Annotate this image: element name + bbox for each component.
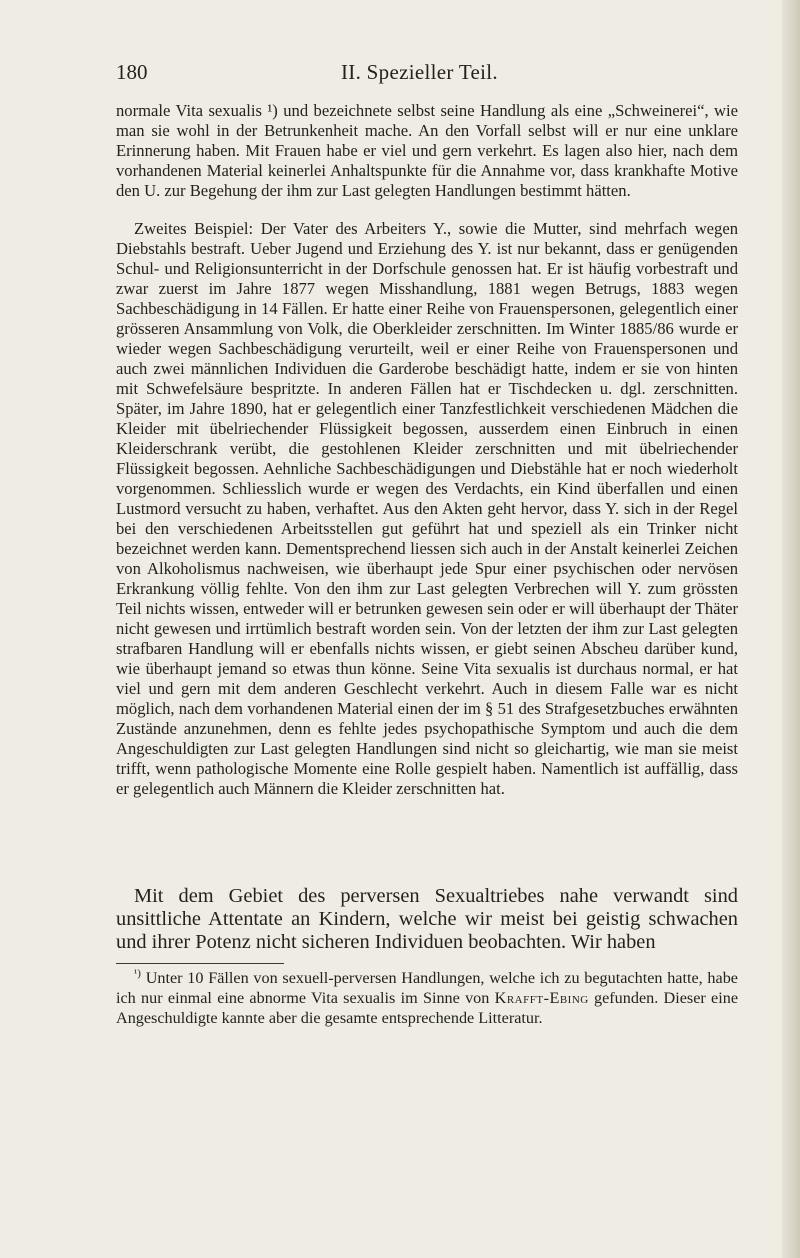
footnote [116, 968, 738, 1028]
paragraph-1: normale Vita sexualis ¹) und bezeichnete selbst seine Handlung als eine „Schweinerei“, wie man sie wohl in der Betrunkenheit mache. An den Vorfall selbst will er nur eine unklare Erinnerung haben. Mit Frauen habe er viel und gern verkehrt. Es lagen also hier, nach dem vorhandenen Material keinerlei Anhaltspunkte für die Annahme vor, dass krankhafte Motive den U. zur Begehung der ihm zur Last gelegten Handlungen bestimmt hätten. [116, 101, 738, 200]
footnote-text-before: Unter 10 Fällen von sexuell-perversen Handlungen, welche ich zu begutachten hatte, habe ich nur einmal eine abnorme Vita sexualis im Sinne von [116, 969, 738, 1007]
footnote-marker: ¹) [134, 967, 141, 980]
body-text [116, 101, 738, 799]
running-head: II. Spezieller Teil. [341, 60, 498, 84]
footnote-rule [116, 963, 284, 964]
paragraph-2: Zweites Beispiel: Der Vater des Arbeiters Y., sowie die Mutter, sind mehrfach wegen Diebstahls bestraft. Ueber Jugend und Erziehung des Y. ist nur bekannt, dass er genügenden Schul- und Religionsunterricht in der Dorfschule genossen hat. Er ist häufig vorbestraft und zwar zuerst im Jahre 1877 wegen Misshandlung, 1881 wegen Betrugs, 1883 wegen Sachbeschädigung in 14 Fällen. Er hatte einer Reihe von Frauenspersonen, gelegentlich einer grösseren Ansammlung von Volk, die Oberkleider zerschnitten. Im Winter 1885/86 wurde er wieder wegen Sachbeschädigung verurteilt, weil er einer Reihe von Frauenspersonen und auch zwei männlichen Individuen die Garderobe beschädigt hatte, indem er sie von hinten mit Schwefelsäure bespritzte. In anderen Fällen hat er Tischdecken u. dgl. zerschnitten. Später, im Jahre 1890, hat er gelegentlich einer Tanzfestlichkeit verschiedenen Mädchen die Kleider mit übelriechender Flüssigkeit begossen, ausserdem einen Einbruch in einen Kleiderschrank verübt, die gestohlenen Kleider zerschnitten und mit übelriechender Flüssigkeit begossen. Aehnliche Sachbeschädigungen und Diebstähle hat er noch wiederholt vorgenommen. Schliesslich wurde er wegen des Verdachts, ein Kind überfallen und einen Lustmord versucht zu haben, verhaftet. Aus den Akten geht hervor, dass Y. sich in der Regel bei den verschiedenen Arbeitsstellen gut geführt hat und speziell als ein Trinker nicht bezeichnet werden kann. Dementsprechend liessen sich auch in der Anstalt keinerlei Zeichen von Alkoholismus nachweisen, wie überhaupt jede Spur einer psychischen oder nervösen Erkrankung völlig fehlte. Von den ihm zur Last gelegten Verbrechen will Y. zum grössten Teil nichts wissen, entweder will er betrunken gewesen sein oder er will überhaupt der Thäter nicht gewesen und irrtümlich bestraft worden sein. Von der letzten der ihm zur Last gelegten strafbaren Handlung will er ebenfalls nichts wissen, er giebt seinen Abscheu darüber kund, wie überhaupt jemand so etwas thun könne. Seine Vita sexualis ist durchaus normal, er hat viel und gern mit dem anderen Geschlecht verkehrt. Auch in diesem Falle war es nicht möglich, nach dem vorhandenen Material einen der im § 51 des Strafgesetzbuches erwähnten Zustände anzunehmen, denn es fehlte jedes psychopathische Symptom und auch die dem Angeschuldigten zur Last gelegten Handlungen sind nicht so gleichartig, wie man sie meist trifft, wenn pathologische Momente eine Rolle gespielt haben. Namentlich ist auffällig, dass er gelegentlich auch Männern die Kleider zerschnitten hat. [116, 219, 738, 798]
footnote-author: Krafft-Ebing [494, 989, 589, 1007]
page-number: 180 [116, 60, 148, 84]
page-header [116, 60, 736, 90]
large-type-paragraph: Mit dem Gebiet des perversen Sexualtriebes nahe verwandt sind unsittliche Attentate an Kindern, welche wir meist bei geistig schwachen und ihrer Potenz nicht sicheren Individuen beobachten. Wir haben [116, 885, 738, 953]
footnote-text-after: gefunden. Dieser eine Angeschuldigte kannte aber die gesamte entsprechende Litteratur. [116, 989, 739, 1027]
